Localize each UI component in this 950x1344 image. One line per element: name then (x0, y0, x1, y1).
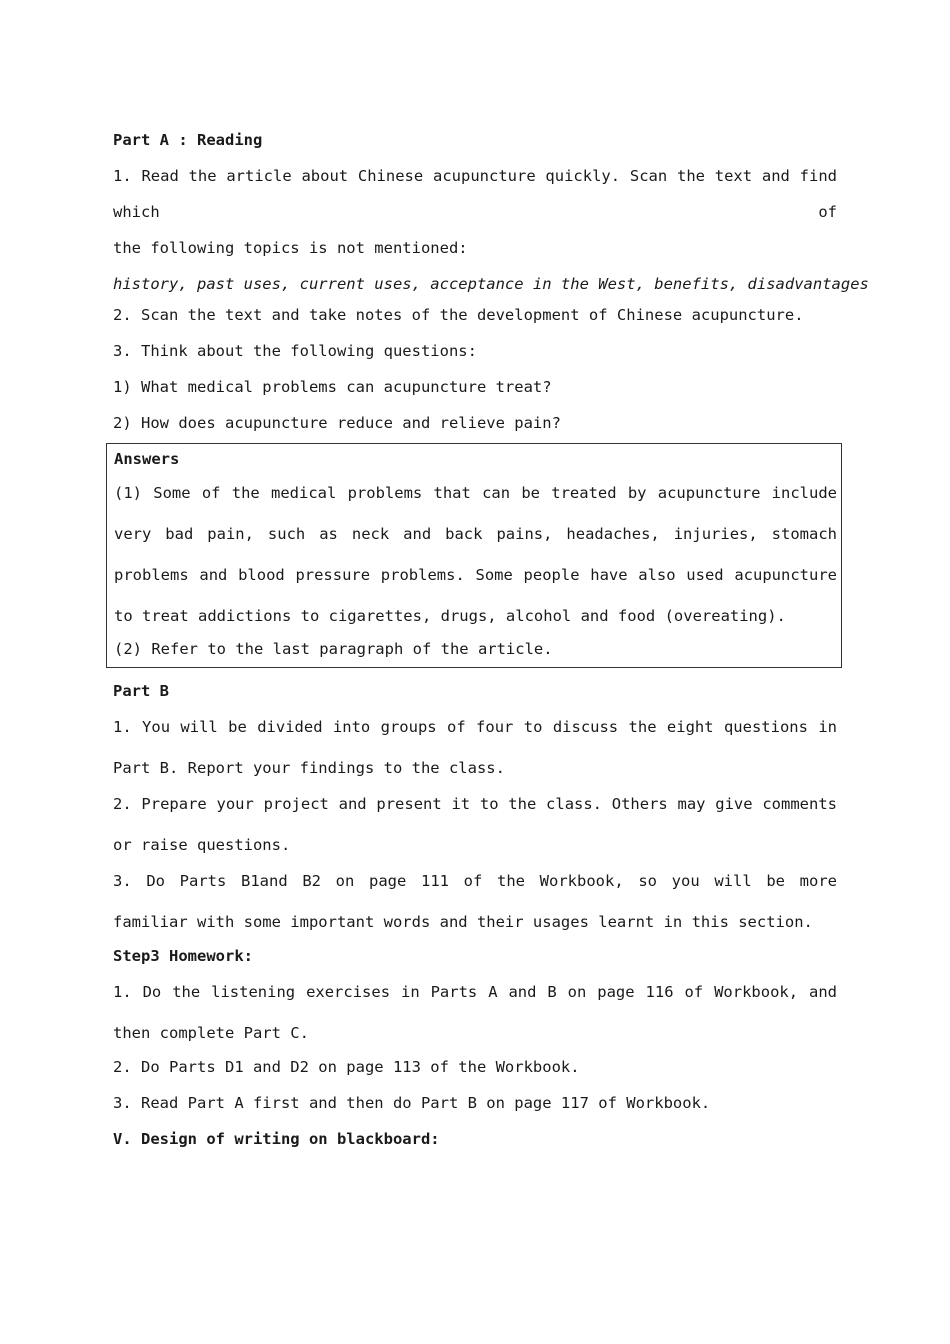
part-b-item-2: 2. Prepare your project and present it to the class. Others may give comments or raise questions. (113, 795, 837, 854)
design-heading: V. Design of writing on blackboard: (113, 1130, 440, 1148)
part-b-item-1: 1. You will be divided into groups of four to discuss the eight questions in Part B. Report your findings to the class. (113, 718, 837, 777)
part-a-item-2: 2. Scan the text and take notes of the development of Chinese acupuncture. (113, 306, 804, 324)
question-1: 1) What medical problems can acupuncture treat? (113, 378, 552, 396)
part-a-item-1-line-1: 1. Read the article about Chinese acupuncture quickly. Scan the text and find which of (113, 167, 837, 221)
question-2: 2) How does acupuncture reduce and relieve pain? (113, 414, 561, 432)
topics-list: history, past uses, current uses, acceptance in the West, benefits, disadvantages (113, 275, 869, 293)
page-content (113, 122, 869, 1157)
homework-item-2: 2. Do Parts D1 and D2 on page 113 of the Workbook. (113, 1058, 580, 1076)
part-a-item-3: 3. Think about the following questions: (113, 342, 477, 360)
answers-box (106, 443, 842, 668)
homework-item-1: 1. Do the listening exercises in Parts A and B on page 116 of Workbook, and then complete Part C. (113, 983, 837, 1042)
answer-1: (1) Some of the medical problems that can be treated by acupuncture include very bad pain, such as neck and back pains, headaches, injuries, stomach problems and blood pressure problems. Some people have also used acupuncture to treat addictions to cigarettes, drugs, alcohol and food (overeating). (114, 484, 837, 625)
part-b-item-3: 3. Do Parts B1and B2 on page 111 of the Workbook, so you will be more familiar with some important words and their usages learnt in this section. (113, 872, 837, 931)
answers-heading: Answers (114, 450, 180, 468)
homework-heading: Step3 Homework: (113, 947, 253, 965)
part-b-heading: Part B (113, 682, 169, 700)
part-a-item-1-line-2: the following topics is not mentioned: (113, 239, 468, 257)
homework-item-3: 3. Read Part A first and then do Part B on page 117 of Workbook. (113, 1094, 711, 1112)
part-a-heading: Part A : Reading (113, 131, 263, 149)
answer-2: (2) Refer to the last paragraph of the article. (114, 640, 553, 658)
